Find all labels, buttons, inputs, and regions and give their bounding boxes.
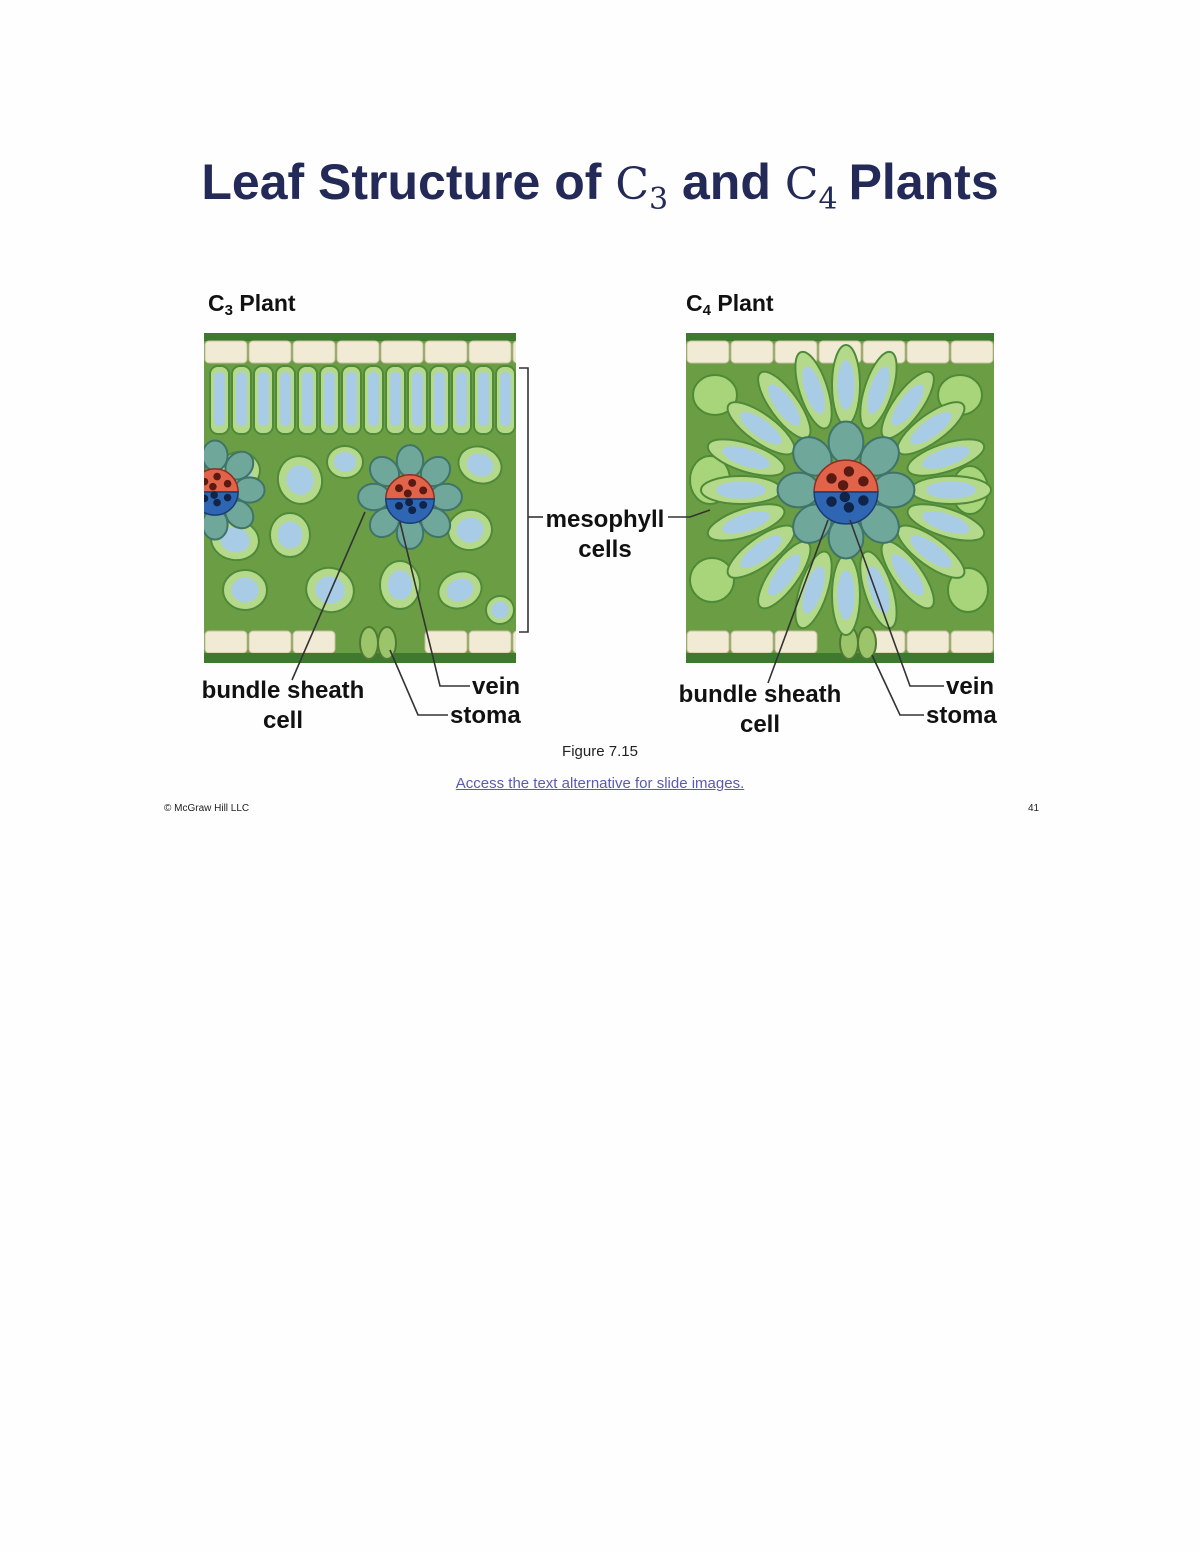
phloem-lumen [213,499,221,507]
guard-cell [378,627,396,659]
mesophyll-cell [690,558,734,602]
c4-bundle-sheath-label-line2: cell [739,711,781,738]
bundle-sheath-cell [397,445,423,477]
upper-epidermis-cell [687,341,729,363]
upper-epidermis-cell [469,341,511,363]
c4-stoma-label: stoma [926,702,997,729]
phloem-lumen [826,496,836,506]
bundle-sheath-cell [430,484,462,510]
lower-epidermis-cell [293,631,335,653]
vacuole [412,372,423,426]
guard-cell [858,627,876,659]
xylem-lumen [838,480,848,490]
c3-stoma-label: stoma [450,702,521,729]
phloem-lumen [405,498,413,506]
upper-cuticle [686,333,994,341]
title-text-part1: Leaf Structure of [201,154,602,210]
c4-panel-name: Plant [717,290,774,316]
xylem-lumen [209,483,217,491]
lower-cuticle [686,653,994,663]
c4-leaf-illustration [686,333,994,663]
phloem-lumen [858,495,868,505]
lower-epidermis-cell [775,631,817,653]
upper-epidermis-cell [337,341,379,363]
vacuole [334,452,356,472]
title-c3-subscript: 3 [649,182,669,217]
lower-epidermis-cell [469,631,511,653]
vacuole [258,372,269,426]
lower-epidermis-cell [687,631,729,653]
c4-bundle-sheath-label [670,680,850,740]
c3-bundle-sheath-label [193,676,373,736]
upper-epidermis-cell [205,341,247,363]
c3-bundle-sheath-label-line1: bundle sheath [201,677,365,704]
copyright-footer: © McGraw Hill LLC [164,803,250,814]
title-text-part2: and [682,154,771,210]
upper-epidermis-cell [381,341,423,363]
bundle-sheath-cell [234,477,264,502]
phloem-lumen [395,502,403,510]
text-alternative-link[interactable]: Access the text alternative for slide images. [455,775,745,792]
mesophyll-label-line2: cells [578,536,632,563]
title-c4-letter: C [784,159,819,210]
xylem-lumen [395,484,403,492]
leaf-cross-section-diagram [0,0,1200,760]
lower-cuticle [204,653,516,663]
xylem-lumen [404,490,412,498]
c3-panel-subscript: 3 [224,302,233,319]
title-text-part3: Plants [848,154,999,210]
phloem-lumen [419,501,427,509]
phloem-lumen [210,491,218,499]
page-number: 41 [1028,803,1040,814]
phloem-lumen [201,495,209,503]
bundle-sheath-cell [202,440,227,470]
c3-vein-label: vein [472,673,521,700]
phloem-lumen [224,494,232,502]
phloem-lumen [840,492,850,502]
c3-panel-name: Plant [239,290,296,316]
c3-bundle-sheath-label-line2: cell [262,707,304,734]
xylem-lumen [201,478,209,486]
vacuole [346,372,357,426]
upper-epidermis-cell [293,341,335,363]
lower-epidermis-cell [205,631,247,653]
guard-cell [360,627,378,659]
upper-epidermis-cell [731,341,773,363]
bundle-sheath-cell [778,473,820,508]
lower-epidermis-cell [951,631,993,653]
c4-vein-label: vein [946,673,995,700]
vacuole [837,360,854,410]
vacuole [837,570,854,620]
lower-epidermis-cell [513,631,555,653]
xylem-lumen [858,476,868,486]
phloem-lumen [408,506,416,514]
upper-epidermis-cell [425,341,467,363]
xylem-lumen [844,466,854,476]
vacuole [716,481,766,498]
vacuole [236,372,247,426]
xylem-lumen [408,479,416,487]
mesophyll-bracket [519,368,528,632]
title-c3-letter: C [615,159,649,210]
vacuole [388,570,413,600]
vacuole [368,372,379,426]
vacuole [500,372,511,426]
upper-cuticle [204,333,516,341]
vacuole [926,481,976,498]
xylem-lumen [419,486,427,494]
vacuole [231,578,258,603]
c3-panel-letter: C [208,290,225,316]
upper-epidermis-cell [513,341,555,363]
c4-bundle-sheath-label-line1: bundle sheath [678,681,842,708]
c4-stoma-leader [872,655,924,715]
vacuole [278,521,303,548]
title-c4-subscript: 4 [818,182,838,217]
upper-epidermis-cell [951,341,993,363]
vacuole [302,372,313,426]
vacuole [390,372,401,426]
c4-panel-subscript: 4 [702,302,711,319]
lower-epidermis-cell [907,631,949,653]
phloem-lumen [844,502,854,512]
c4-panel-letter: C [686,290,703,316]
mesophyll-label-line1: mesophyll [545,506,665,533]
upper-epidermis-cell [907,341,949,363]
vacuole [491,601,508,618]
vacuole [434,372,445,426]
xylem-lumen [213,473,221,481]
figure-caption: Figure 7.15 [562,743,638,760]
upper-epidermis-cell [249,341,291,363]
vacuole [478,372,489,426]
lower-epidermis-cell [249,631,291,653]
mesophyll-label [530,505,680,565]
c3-leaf-illustration [165,333,555,663]
bundle-sheath-cell [165,477,195,502]
xylem-lumen [224,480,232,488]
vacuole [324,372,335,426]
vacuole [456,372,467,426]
vacuole [280,372,291,426]
bundle-sheath-cell [873,473,915,508]
xylem-lumen [826,473,836,483]
bundle-sheath-cell [829,422,864,464]
vacuole [214,372,225,426]
bundle-sheath-cell [358,484,390,510]
lower-epidermis-cell [731,631,773,653]
